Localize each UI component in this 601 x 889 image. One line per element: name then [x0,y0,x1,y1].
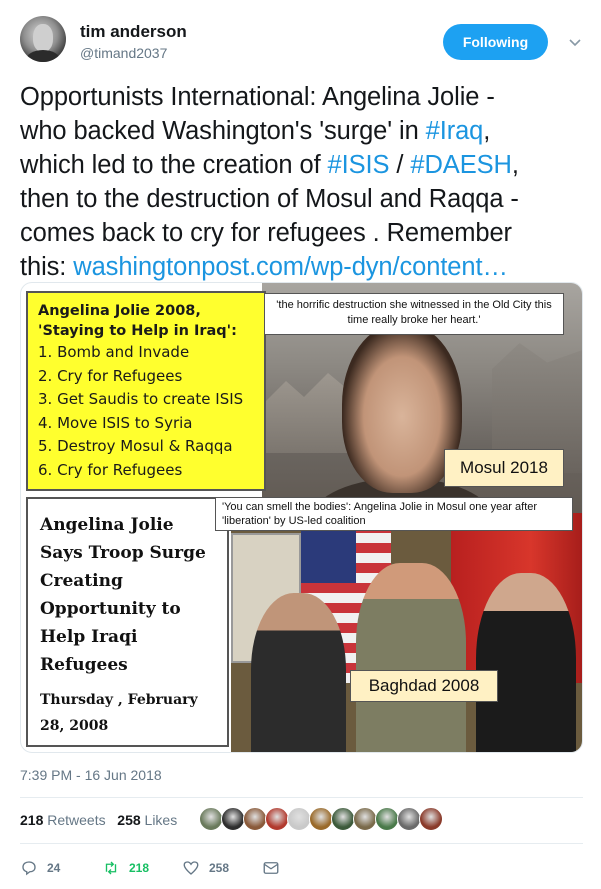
following-button[interactable]: Following [443,24,548,60]
tweet-text [20,80,588,284]
headline-line: Creating [40,571,123,591]
liker-avatar[interactable] [309,807,333,831]
headline-line: Refugees [40,655,128,675]
us-flag-canton [301,523,356,583]
retweet-icon [102,859,120,877]
liker-avatar[interactable] [331,807,355,831]
liker-avatar[interactable] [287,807,311,831]
headline-line: Angelina Jolie [40,515,174,535]
list-title: 'Staying to Help in Iraq': [38,323,237,339]
author-handle[interactable]: @timand2037 [80,45,168,61]
list-item: 5. Destroy Mosul & Raqqa [38,437,233,455]
liker-avatar[interactable] [353,807,377,831]
tweet-text-segment: , [483,117,491,145]
headline-line: Opportunity to [40,599,181,619]
like-button[interactable] [182,858,229,878]
hashtag-isis[interactable]: #ISIS [327,151,390,179]
list-item: 2. Cry for Refugees [38,366,183,385]
headline-line: Says Troop Surge [40,543,206,563]
avatar-body [26,50,60,62]
list-item: 4. Move ISIS to Syria [38,413,193,432]
tweet-text-segment: , [511,151,519,179]
person-shape [356,563,466,753]
divider [20,797,583,798]
hashtag-daesh[interactable]: #DAESH [410,151,512,179]
liker-avatar[interactable] [265,807,289,831]
likes-label: Likes [144,812,178,828]
liker-avatar[interactable] [243,807,267,831]
baghdad-label: Baghdad 2008 [350,670,498,702]
liker-avatar[interactable] [375,807,399,831]
newspaper-headline-box [26,497,229,747]
yellow-list-box [26,291,266,491]
person-shape [476,573,576,753]
retweets-stat[interactable] [20,812,106,828]
likes-count: 258 [117,812,141,828]
retweets-label: Retweets [47,812,106,828]
reply-count: 24 [47,861,61,875]
retweet-button[interactable] [102,858,149,878]
avatar-face [33,24,53,52]
list-title: Angelina Jolie 2008, [38,303,201,319]
tweet-actions [20,858,320,880]
tweet-line: then to the destruction of Mosul and Raqqa - [20,185,519,213]
date-line: 28, 2008 [40,718,109,734]
headline-line: Help Iraqi [40,627,138,647]
baghdad-photo [231,513,583,753]
liker-avatar[interactable] [199,807,223,831]
headline-date [40,687,215,739]
tweet-line [20,148,588,182]
quote-caption: 'You can smell the bodies': Angelina Jolie in Mosul one year after 'liberation' by US-led coalition [215,497,573,531]
liker-avatar[interactable] [221,807,245,831]
tweet-text-segment: this: [20,253,74,281]
envelope-icon [262,859,280,877]
reply-icon [20,859,38,877]
tweet-text-segment: which led to the creation of [20,151,328,179]
engagement-stats [20,812,177,828]
divider [20,843,583,844]
tweet-text-segment: / [389,151,411,179]
list-item: 1. Bomb and Invade [38,343,190,361]
retweet-count: 218 [129,861,150,875]
quote-caption: 'the horrific destruction she witnessed in the Old City this time really broke her heart.' [264,293,564,335]
tweet-text-segment: who backed Washington's 'surge' in [20,117,426,145]
date-line: Thursday , February [40,692,198,708]
hashtag-iraq[interactable]: #Iraq [425,117,484,145]
liker-avatar[interactable] [397,807,421,831]
tweet-line [20,114,588,148]
direct-message-button[interactable] [262,858,280,878]
tweet-line: comes back to cry for refugees . Remember [20,219,512,247]
retweets-count: 218 [20,812,44,828]
mosul-label: Mosul 2018 [444,449,564,487]
heart-icon [182,859,200,877]
likes-stat[interactable] [117,812,177,828]
like-count: 258 [209,861,230,875]
liker-avatar[interactable] [419,807,443,831]
tweet-timestamp[interactable]: 7:39 PM - 16 Jun 2018 [20,767,162,783]
tweet-line [20,250,588,284]
author-name[interactable]: tim anderson [80,22,187,41]
tweet-header [20,14,585,74]
chevron-down-icon[interactable] [565,32,585,52]
reply-button[interactable] [20,858,60,878]
person-shape [251,593,346,753]
list-item: 6. Cry for Refugees [38,460,183,479]
author-avatar[interactable] [20,16,66,62]
tweet-line: Opportunists International: Angelina Jolie - [20,83,495,111]
list-item: 3. Get Saudis to create ISIS [38,390,244,408]
tweet-image[interactable] [20,282,583,753]
article-link[interactable]: washingtonpost.com/wp-dyn/content… [73,253,508,281]
